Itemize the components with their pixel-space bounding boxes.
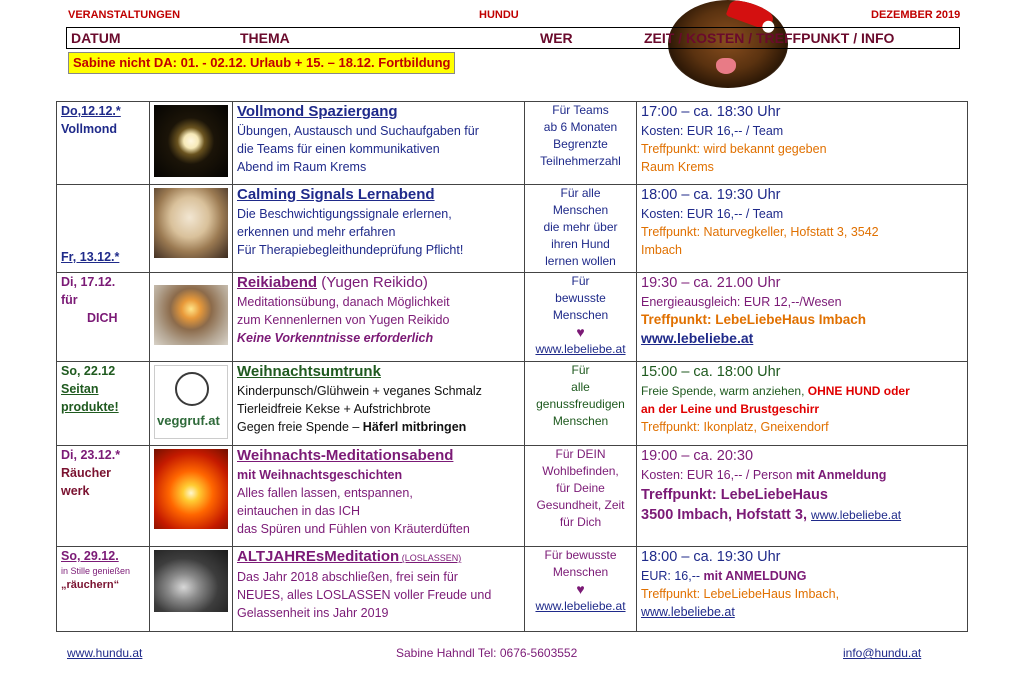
table-row (57, 273, 968, 362)
event-date: Di, 17.12. für DICH (57, 273, 150, 362)
event-info: 18:00 – ca. 19:30 Uhr Kosten: EUR 16,-- / Team Treffpunkt: Naturvegkeller, Hofstatt 3, 3542 Imbach (637, 185, 968, 273)
heart-icon: ♥ (576, 581, 585, 597)
event-who: Für bewusste Menschen ♥ www.lebeliebe.at (525, 273, 637, 362)
event-thema: Vollmond Spaziergang Übungen, Austausch und Suchaufgaben für die Teams für einen kommunikativen Abend im Raum Krems (233, 102, 525, 185)
event-date: So, 29.12. in Stille genießen „räuchern“ (57, 547, 150, 632)
event-thema: Calming Signals Lernabend Die Beschwichtigungssignale erlernen, erkennen und mehr erfahren Für Therapiebegleithundeprüfung Pflicht! (233, 185, 525, 273)
footer-contact: Sabine Hahndl Tel: 0676-5603552 (396, 646, 578, 660)
table-row (57, 102, 968, 185)
event-who: Für DEIN Wohlbefinden, für Deine Gesundheit, Zeit für Dich (525, 446, 637, 547)
col-zeit: ZEIT / KOSTEN / TREFFPUNKT / INFO (644, 30, 895, 46)
event-info: 19:00 – ca. 20:30 Kosten: EUR 16,-- / Person mit Anmeldung Treffpunkt: LebeLiebeHaus 3500 Imbach, Hofstatt 3, www.lebeliebe.at (637, 446, 968, 547)
header-right: DEZEMBER 2019 (871, 9, 961, 21)
lebeliebe-link[interactable]: www.lebeliebe.at (811, 508, 902, 522)
event-image (150, 362, 233, 446)
col-wer: WER (540, 30, 573, 46)
event-thema: Weihnachts-Meditationsabend mit Weihnachtsgeschichten Alles fallen lassen, entspannen, eintauchen in das ICH das Spüren und Fühlen von Kräuterdüften (233, 446, 525, 547)
lebeliebe-link[interactable]: www.lebeliebe.at (535, 342, 626, 356)
table-row (57, 185, 968, 273)
header-center: HUNDU (479, 9, 519, 21)
event-image (150, 547, 233, 632)
lebeliebe-link[interactable]: www.lebeliebe.at (535, 599, 626, 613)
event-image (150, 185, 233, 273)
lebeliebe-link[interactable]: www.lebeliebe.at (641, 605, 735, 619)
column-header-row (66, 27, 960, 49)
event-date: So, 22.12 Seitan produkte! (57, 362, 150, 446)
event-thema: Reikiabend (Yugen Reikido) Meditationsübung, danach Möglichkeit zum Kennenlernen von Yugen Reikido Keine Vorkenntnisse erforderlich (233, 273, 525, 362)
absence-notice: Sabine nicht DA: 01. - 02.12. Urlaub + 15. – 18.12. Fortbildung (68, 52, 455, 74)
table-row (57, 446, 968, 547)
veggruf-logo-icon: veggruf.at (154, 365, 228, 439)
event-image (150, 273, 233, 362)
candles-icon (154, 285, 228, 345)
footer-website-link[interactable]: www.hundu.at (67, 646, 143, 660)
event-info: 15:00 – ca. 18:00 Uhr Freie Spende, warm anziehen, OHNE HUND oder an der Leine und Brustgeschirr Treffpunkt: Ikonplatz, Gneixendorf (637, 362, 968, 446)
heart-icon: ♥ (576, 324, 585, 340)
event-date: Do,12.12.* Vollmond (57, 102, 150, 185)
event-thema: Weihnachtsumtrunk Kinderpunsch/Glühwein + veganes Schmalz Tierleidfreie Kekse + Aufstrichbrote Gegen freie Spende – Häferl mitbringen (233, 362, 525, 446)
footer-email-link[interactable]: info@hundu.at (843, 646, 922, 660)
event-date: Fr, 13.12.* (57, 185, 150, 273)
col-thema: THEMA (240, 30, 290, 46)
header-left: VERANSTALTUNGEN (68, 9, 181, 21)
table-row (57, 547, 968, 632)
event-who: Für alle genussfreudigen Menschen (525, 362, 637, 446)
table-row (57, 362, 968, 446)
event-title: Calming Signals Lernabend (237, 186, 435, 203)
fire-icon (154, 449, 228, 529)
event-info: 19:30 – ca. 21.00 Uhr Energieausgleich: EUR 12,--/Wesen Treffpunkt: LebeLiebeHaus Imbach www.lebeliebe.at (637, 273, 968, 362)
event-image (150, 102, 233, 185)
event-thema: ALTJAHREsMeditation (LOSLASSEN) Das Jahr 2018 abschließen, frei sein für NEUES, alles LOSLASSEN voller Freude und Gelassenheit ins Jahr 2019 (233, 547, 525, 632)
event-who: Für bewusste Menschen ♥ www.lebeliebe.at (525, 547, 637, 632)
full-moon-icon (154, 105, 228, 177)
smoke-icon (154, 550, 228, 612)
event-title: ALTJAHREsMeditation (237, 548, 400, 565)
lebeliebe-link[interactable]: www.lebeliebe.at (641, 330, 754, 346)
event-date: Di, 23.12.* Räucher werk (57, 446, 150, 547)
events-table (56, 101, 968, 632)
col-datum: DATUM (71, 30, 121, 46)
event-title: Reikiabend (237, 274, 318, 291)
event-info: 17:00 – ca. 18:30 Uhr Kosten: EUR 16,-- / Team Treffpunkt: wird bekannt gegeben Raum Krems (637, 102, 968, 185)
event-title: Vollmond Spaziergang (237, 103, 398, 120)
event-title: Weihnachtsumtrunk (237, 363, 381, 380)
event-title: Weihnachts-Meditationsabend (237, 447, 454, 464)
event-info: 18:00 – ca. 19:30 Uhr EUR: 16,-- mit ANMELDUNG Treffpunkt: LebeLiebeHaus Imbach, www.lebeliebe.at (637, 547, 968, 632)
event-who: Für Teams ab 6 Monaten Begrenzte Teilnehmerzahl (525, 102, 637, 185)
event-who: Für alle Menschen die mehr über ihren Hund lernen wollen (525, 185, 637, 273)
event-image (150, 446, 233, 547)
dog-icon (154, 188, 228, 258)
